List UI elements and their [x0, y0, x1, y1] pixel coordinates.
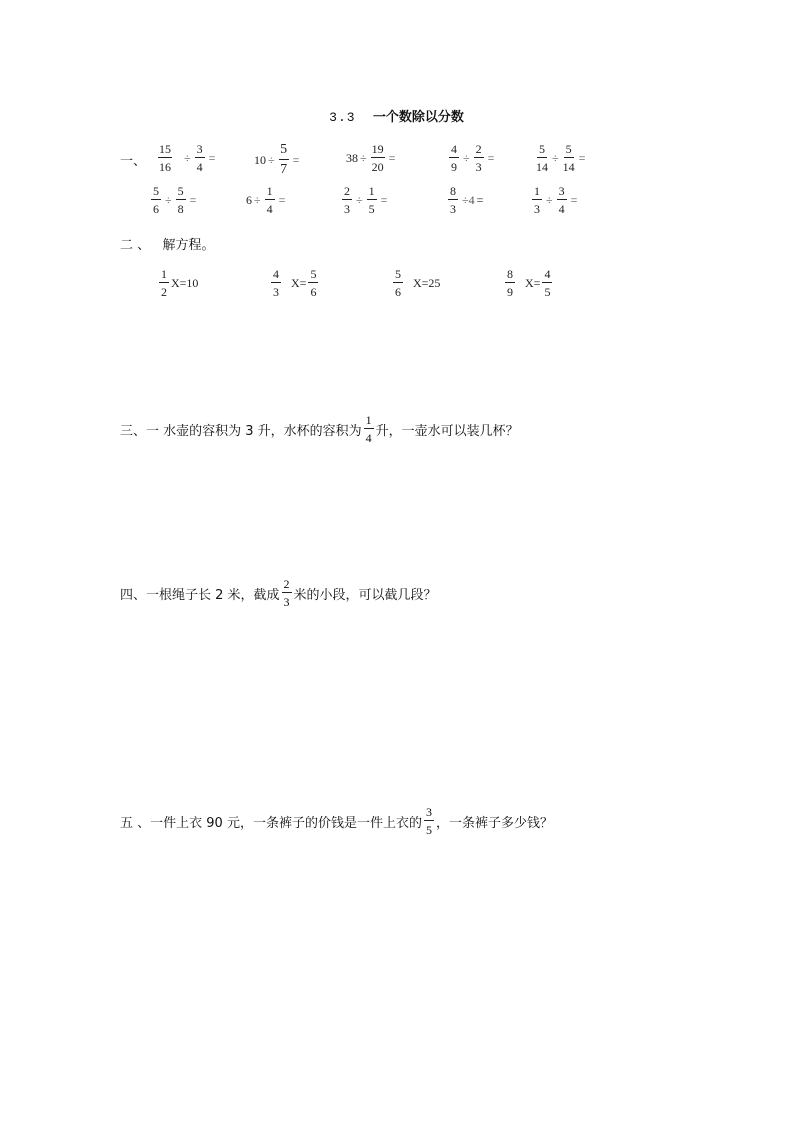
problem-1-3: 38 ÷ $\frac{19}{20}$ =: [346, 142, 396, 174]
equation-3: $\frac{5}{6}$ X=25: [395, 267, 441, 299]
problem-2-5: $\frac{1}{3}$ ÷ $\frac{3}{4}$ =: [534, 184, 578, 216]
word-problem-3: 三、一 水壶的容积为 3 升，水杯的容积为 $\frac{1}{4}$ 升，一壶水可以装几杯？: [120, 413, 519, 445]
section1-label: 一、: [120, 154, 147, 169]
problem-2-3: $\frac{2}{3}$ ÷ $\frac{1}{5}$ =: [344, 184, 388, 216]
word-problem-4: 四、一根绳子长 2 米，截成 $\frac{2}{3}$ 米的小段，可以截几段？: [120, 577, 437, 609]
equation-1: $\frac{1}{2}$ X=10: [161, 267, 199, 299]
equation-4: $\frac{8}{9}$ X= $\frac{4}{5}$: [507, 267, 551, 299]
problem-1-4: $\frac{4}{9}$ ÷ $\frac{2}{3}$ =: [451, 142, 495, 174]
title-text: 一个数除以分数: [372, 110, 464, 125]
page-title: [0, 106, 793, 125]
equation-2: $\frac{4}{3}$ X= $\frac{5}{6}$: [273, 267, 317, 299]
problem-2-2: 6 ÷ $\frac{1}{4}$ =: [246, 184, 286, 216]
problem-1-5: $\frac{5}{14}$ ÷ $\frac{5}{14}$ =: [536, 142, 586, 174]
problem-2-1: $\frac{5}{6}$ ÷ $\frac{5}{8}$ =: [153, 184, 197, 216]
section-number: 3.3: [329, 110, 356, 125]
section2-heading: 二 、 解方程。: [120, 238, 215, 253]
problem-1-1: $\frac{15}{16}$ ÷ $\frac{3}{4}$ =: [159, 142, 216, 174]
word-problem-5: 五 、一件上衣 90 元，一条裤子的价钱是一件上衣的 $\frac{3}{5}$ ，一条裤子多少钱？: [120, 805, 553, 837]
problem-1-2: 10 ÷ $\frac{5}{7}$ =: [254, 142, 300, 177]
problem-2-4: $\frac{8}{3}$ ÷4 =: [450, 184, 484, 216]
